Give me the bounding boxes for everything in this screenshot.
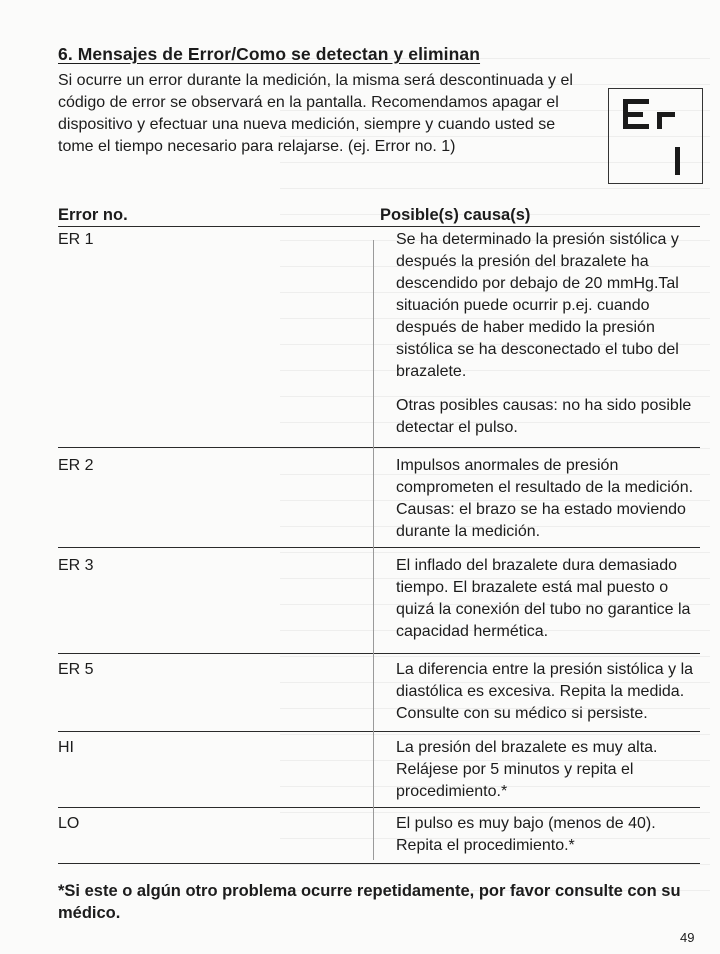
table-row-cause [396,455,696,543]
table-rule [58,653,700,654]
table-rule [58,863,700,864]
cause-text: La presión del brazalete es muy alta. Relájese por 5 minutos y repita el procedimiento.* [396,739,658,800]
table-row-code: LO [58,815,80,832]
table-row-cause [396,737,696,803]
table-row-code: ER 1 [58,231,94,248]
table-row-cause [396,659,696,725]
table-row-cause [396,555,696,643]
footnote: *Si este o algún otro problema ocurre repetidamente, por favor consulte con su médico. [58,882,681,922]
error-display-illustration [608,88,703,184]
cause-text: Impulsos anormales de presión comprometen el resultado de la medición. Causas: el brazo se ha estado moviendo durante la medición. [396,457,694,540]
table-rule [58,731,700,732]
table-rule [58,547,700,548]
column-header-error-no: Error no. [58,206,128,224]
table-row-code: HI [58,739,74,756]
table-row-cause [396,229,696,439]
table-row-cause [396,813,696,857]
table-rule [58,447,700,448]
intro-paragraph: Si ocurre un error durante la medición, la misma será descontinuada y el código de error se observará en la pantalla. Recomendamos apagar el dispositivo y efectuar una nueva medición, siempre y cuando usted se tome el tiempo necesario para relajarse. (ej. Error no. 1) [58,72,573,155]
table-row-code: ER 2 [58,457,94,474]
cause-text: El pulso es muy bajo (menos de 40). Repita el procedimiento.* [396,815,656,854]
cause-text: La diferencia entre la presión sistólica y la diastólica es excesiva. Repita la medida. Consulte con su médico si persiste. [396,661,694,722]
column-divider [373,240,374,860]
column-header-causes: Posible(s) causa(s) [380,206,531,224]
page-number: 49 [680,930,695,945]
cause-text: Se ha determinado la presión sistólica y después la presión del brazalete ha descendido por debajo de 20 mmHg.Tal situación puede ocurrir p.ej. cuando después de haber medido la presión sistólica se ha desconectado el tubo del brazalete. [396,231,679,380]
cause-text: Otras posibles causas: no ha sido posible detectar el pulso. [396,397,692,436]
lcd-error-icon [609,89,704,185]
cause-text: El inflado del brazalete dura demasiado tiempo. El brazalete está mal puesto o quizá la conexión del tubo no garantice la capacidad hermética. [396,557,691,640]
section-heading: 6. Mensajes de Error/Como se detectan y eliminan [58,44,481,64]
table-rule [58,807,700,808]
table-rule [58,226,700,227]
table-row-code: ER 3 [58,557,94,574]
table-row-code: ER 5 [58,661,94,678]
